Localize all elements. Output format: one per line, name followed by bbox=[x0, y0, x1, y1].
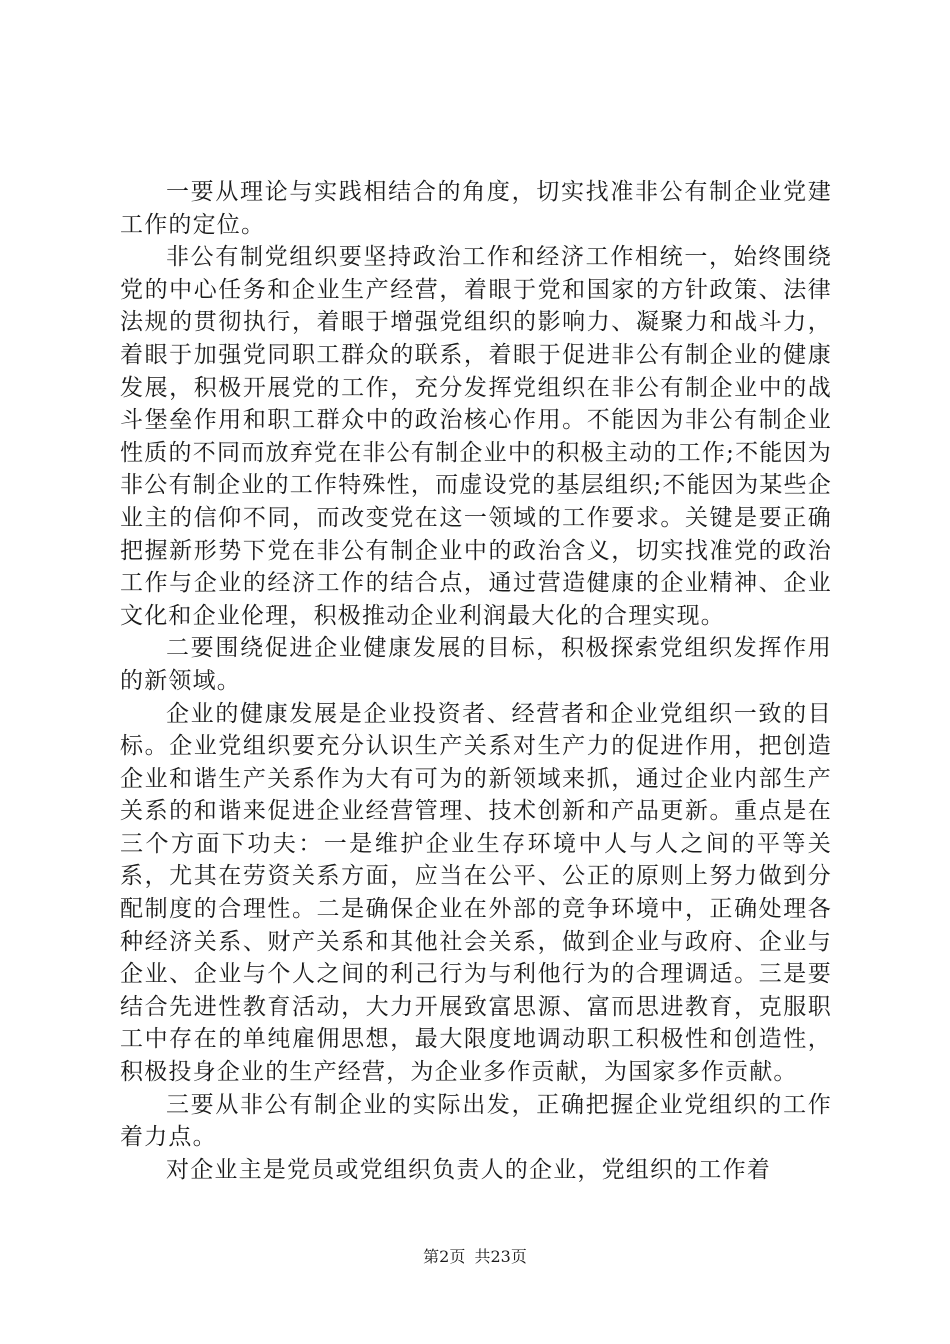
document-body bbox=[120, 176, 832, 1186]
page-total: 共23页 bbox=[474, 1247, 527, 1266]
paragraph-3: 二要围绕促进企业健康发展的目标，积极探索党组织发挥作用的新领域。 bbox=[120, 635, 832, 694]
paragraph-4: 企业的健康发展是企业投资者、经营者和企业党组织一致的目标。企业党组织要充分认识生产关系对生产力的促进作用，把创造企业和谐生产关系作为大有可为的新领域来抓，通过企业内部生产关系的和谐来促进企业经营管理、技术创新和产品更新。重点是在三个方面下功夫：一是维护企业生存环境中人与人之间的平等关系，尤其在劳资关系方面，应当在公平、公正的原则上努力做到分配制度的合理性。二是确保企业在外部的竞争环境中，正确处理各种经济关系、财产关系和其他社会关系，做到企业与政府、企业与企业、企业与个人之间的利己行为与利他行为的合理调适。三是要结合先进性教育活动，大力开展致富思源、富而思进教育，克服职工中存在的单纯雇佣思想，最大限度地调动职工积极性和创造性，积极投身企业的生产经营，为企业多作贡献，为国家多作贡献。 bbox=[120, 700, 832, 1086]
page-number: 第2页 bbox=[423, 1247, 466, 1266]
paragraph-6: 对企业主是党员或党组织负责人的企业，党组织的工作着 bbox=[166, 1156, 771, 1183]
paragraph-1: 一要从理论与实践相结合的角度，切实找准非公有制企业党建工作的定位。 bbox=[120, 179, 832, 238]
page-footer bbox=[0, 1244, 950, 1267]
paragraph-5: 三要从非公有制企业的实际出发，正确把握企业党组织的工作着力点。 bbox=[120, 1091, 832, 1151]
paragraph-2: 非公有制党组织要坚持政治工作和经济工作相统一，始终围绕党的中心任务和企业生产经营，着眼于党和国家的方针政策、法律法规的贯彻执行，着眼于增强党组织的影响力、凝聚力和战斗力，着眼于加强党同职工群众的联系，着眼于促进非公有制企业的健康发展，积极开展党的工作，充分发挥党组织在非公有制企业中的战斗堡垒作用和职工群众中的政治核心作用。不能因为非公有制企业性质的不同而放弃党在非公有制企业中的积极主动的工作;不能因为非公有制企业的工作特殊性，而虚设党的基层组织;不能因为某些企业主的信仰不同，而改变党在这一领域的工作要求。关键是要正确把握新形势下党在非公有制企业中的政治含义，切实找准党的政治工作与企业的经济工作的结合点，通过营造健康的企业精神、企业文化和企业伦理，积极推动企业利润最大化的合理实现。 bbox=[120, 244, 832, 629]
